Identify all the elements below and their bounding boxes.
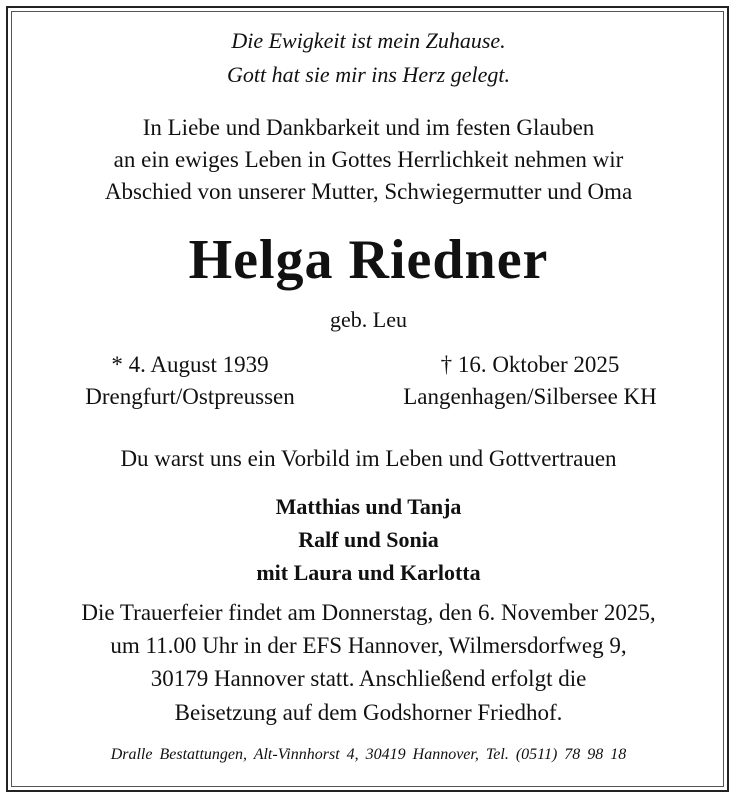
family-line-1: Matthias und Tanja	[275, 494, 462, 519]
death-place: Langenhagen/Silbersee KH	[403, 384, 657, 409]
tribute-line: Du warst uns ein Vorbild im Leben und Gottvertrauen	[120, 446, 617, 471]
funeral-line-1: Die Trauerfeier findet am Donnerstag, den 6. November 2025,	[81, 600, 656, 625]
intro-line-2: an ein ewiges Leben in Gottes Herrlichkeit nehmen wir	[113, 147, 624, 172]
death-date: † 16. Oktober 2025	[440, 352, 620, 377]
motto-line-2: Gott hat sie mir ins Herz gelegt.	[227, 62, 510, 87]
funeral-line-2: um 11.00 Uhr in der EFS Hannover, Wilmersdorfweg 9,	[110, 633, 627, 658]
intro-line-3: Abschied von unserer Mutter, Schwiegermutter und Oma	[104, 179, 633, 204]
birth-place: Drengfurt/Ostpreussen	[85, 384, 295, 409]
funeral-line-3: 30179 Hannover statt. Anschließend erfolgt die	[150, 666, 587, 691]
maiden-name: geb. Leu	[330, 307, 407, 332]
family-line-3: mit Laura und Karlotta	[256, 560, 481, 585]
birth-date: * 4. August 1939	[111, 352, 269, 377]
funeral-home-footer: Dralle Bestattungen, Alt-Vinnhorst 4, 30419 Hannover, Tel. (0511) 78 98 18	[110, 746, 627, 763]
family-line-2: Ralf und Sonia	[298, 527, 439, 552]
intro-line-1: In Liebe und Dankbarkeit und im festen Glauben	[142, 115, 595, 140]
funeral-line-4: Beisetzung auf dem Godshorner Friedhof.	[174, 700, 563, 725]
deceased-name: Helga Riedner	[188, 229, 549, 291]
motto-line-1: Die Ewigkeit ist mein Zuhause.	[231, 28, 506, 53]
